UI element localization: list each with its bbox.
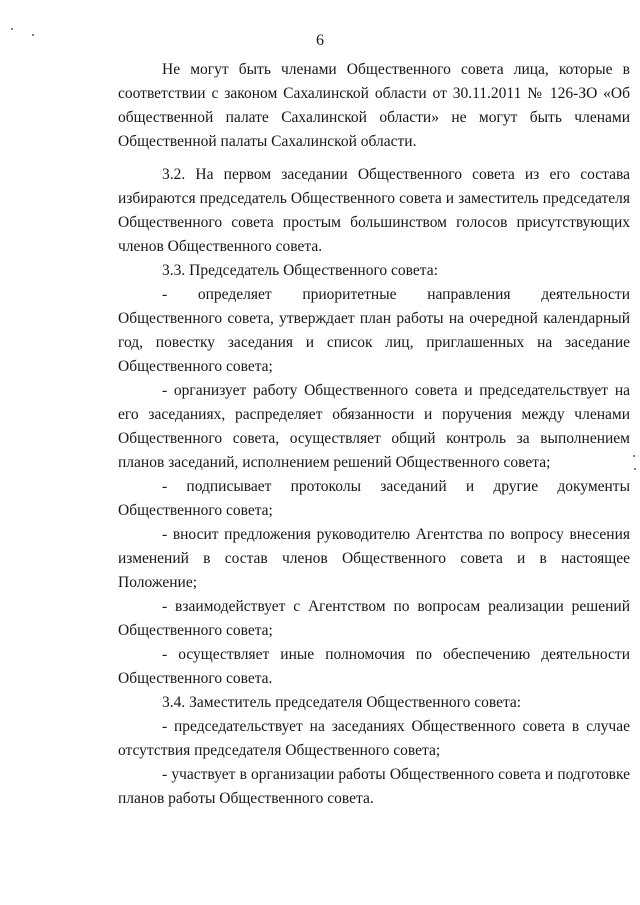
paragraph-3-3-heading: 3.3. Председатель Общественного совета: — [162, 262, 438, 279]
list-item-chair-other-powers: - осуществляет иные полномочия по обеспечению деятельности Общественного совета. — [118, 646, 630, 687]
list-item-chair-proposals: - вносит предложения руководителю Агентства по вопросу внесения изменений в состав членов Общественного совета и в настоящее Положение; — [118, 526, 630, 591]
paragraph-membership-restriction: Не могут быть членами Общественного совета лица, которые в соответствии с законом Сахалинской области от 30.11.2011 № 126-ЗО «Об общественной палате Сахалинской области» не могут быть членами Общественной палаты Сахалинской области. — [118, 61, 630, 150]
document-body — [118, 58, 630, 811]
list-item-chair-priorities: - определяет приоритетные направления деятельности Общественного совета, утверждает план работы на очередной календарный год, повестку заседания и список лиц, приглашенных на заседание Общественного совета; — [118, 286, 630, 375]
scan-speck — [32, 34, 34, 36]
scan-speck — [634, 468, 636, 470]
list-item-chair-interacts: - взаимодействует с Агентством по вопросам реализации решений Общественного совета; — [118, 598, 630, 639]
list-item-deputy-participates: - участвует в организации работы Общественного совета и подготовке планов работы Общественного совета. — [118, 766, 630, 807]
list-item-deputy-presides: - председательствует на заседаниях Общественного совета в случае отсутствия председателя Общественного совета; — [118, 718, 630, 759]
page-number: 6 — [316, 32, 324, 49]
list-item-chair-signs: - подписывает протоколы заседаний и другие документы Общественного совета; — [118, 478, 630, 519]
paragraph-3-2: 3.2. На первом заседании Общественного совета из его состава избираются председатель Общественного совета и заместитель председателя Общественного совета простым большинством голосов присутствующих членов Общественного совета. — [118, 166, 630, 255]
scan-speck — [633, 455, 635, 457]
scan-speck — [11, 28, 13, 30]
list-item-chair-organizes: - организует работу Общественного совета и председательствует на его заседаниях, распределяет обязанности и поручения между членами Общественного совета, осуществляет общий контроль за выполнением планов заседаний, исполнением решений Общественного совета; — [118, 382, 630, 471]
paragraph-3-4-heading: 3.4. Заместитель председателя Общественного совета: — [162, 694, 522, 711]
